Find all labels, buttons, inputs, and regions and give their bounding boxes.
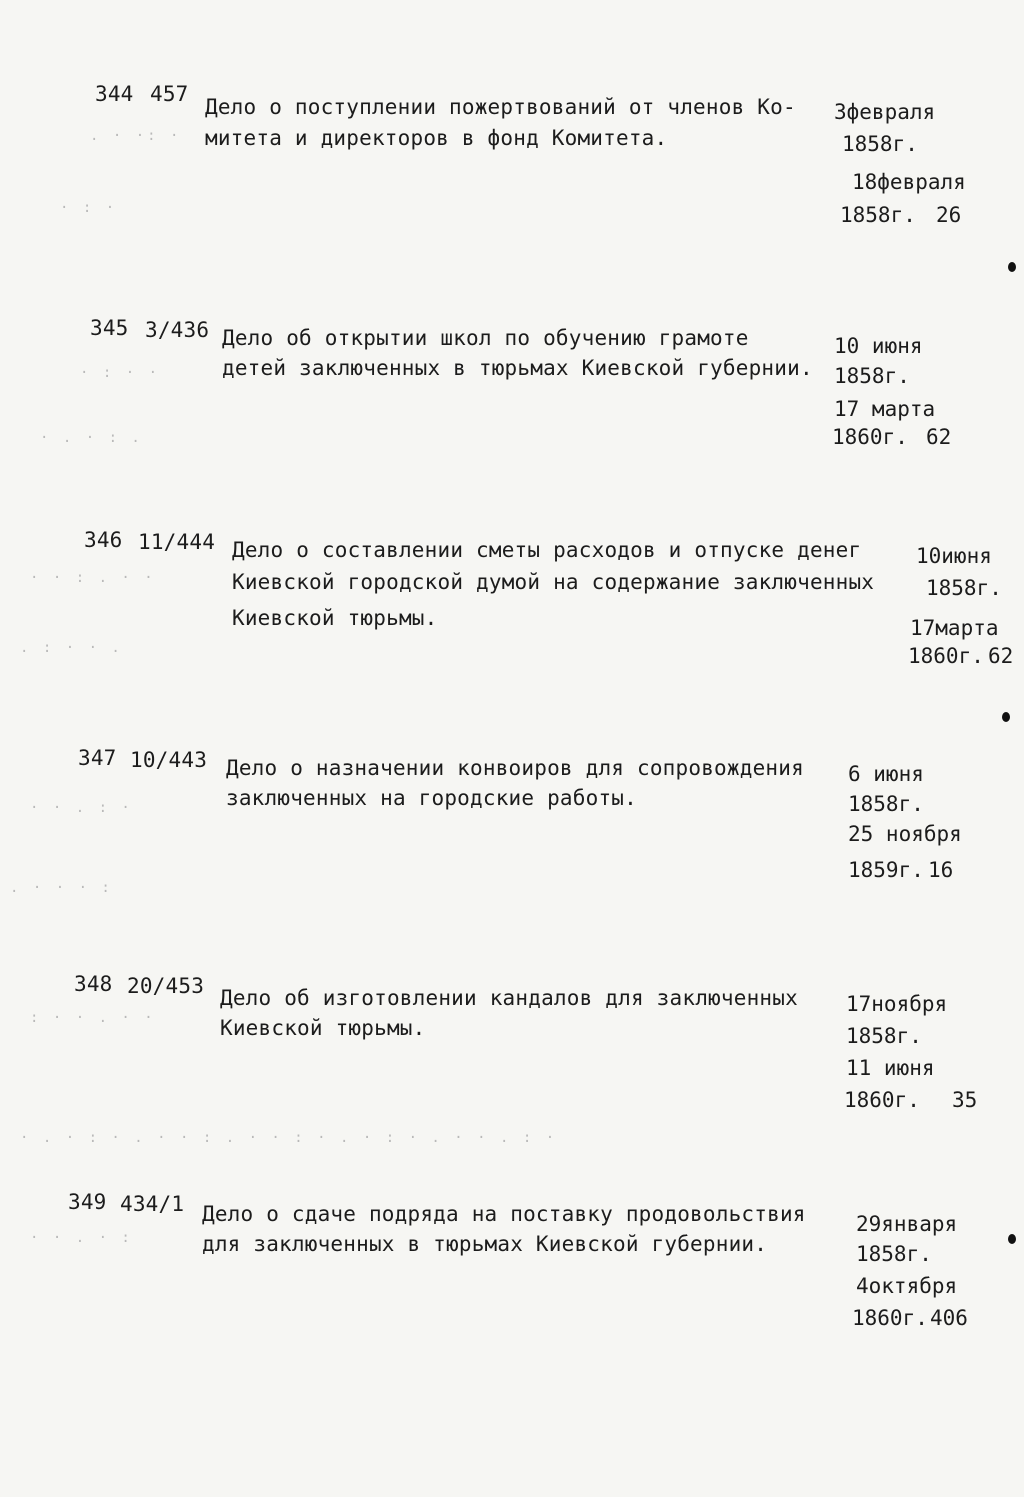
scan-noise: · · . · : [30, 1230, 133, 1246]
entry-number: 349 [68, 1190, 107, 1214]
sheet-count: 62 [926, 425, 952, 449]
date-start-day: 3февраля [834, 100, 936, 124]
entry-title-line: митета и директоров в фонд Комитета. [205, 126, 668, 150]
scan-noise: · · . : · [30, 800, 133, 816]
entry-title-line: Киевской тюрьмы. [220, 1016, 426, 1040]
date-end-year: 1860г. [844, 1088, 920, 1112]
date-start-year: 1858г. [856, 1242, 932, 1266]
entry-code: 3/436 [145, 318, 210, 342]
sheet-count: 26 [936, 203, 962, 227]
date-end-day: 17 марта [834, 397, 936, 421]
date-start-day: 29января [856, 1212, 958, 1236]
date-start-year: 1858г. [834, 364, 910, 388]
scan-noise: · . · : · . · · : . · · : · . · : · . · · . : · [20, 1130, 558, 1146]
sheet-count: 35 [952, 1088, 978, 1112]
date-end-year: 1858г. [840, 203, 916, 227]
date-end-day: 4октября [856, 1274, 958, 1298]
date-end-day: 25 ноября [848, 822, 962, 846]
entry-number: 345 [90, 316, 129, 340]
scan-noise: : · · . · · [30, 1010, 156, 1026]
date-end-year: 1860г. [852, 1306, 928, 1330]
date-start-day: 17ноября [846, 992, 948, 1016]
entry-title-line: Дело о назначении конвоиров для сопровождения [226, 756, 804, 780]
scan-noise: . · ·: · [90, 128, 182, 144]
entry-number: 348 [74, 972, 113, 996]
entry-number: 347 [78, 746, 117, 770]
entry-code: 10/443 [130, 748, 208, 772]
scan-noise: · . · : . [40, 430, 143, 446]
entry-title-line: Дело об изготовлении кандалов для заключенных [220, 986, 798, 1010]
entry-title-line: Киевской городской думой на содержание заключенных [232, 570, 875, 594]
entry-code: 434/1 [120, 1192, 185, 1216]
scan-noise: · : · [60, 200, 118, 216]
entry-code: 457 [150, 82, 189, 106]
entry-number: 344 [95, 82, 134, 106]
entry-title-line: Киевской тюрьмы. [232, 606, 438, 630]
date-end-year: 1860г. [832, 425, 908, 449]
entry-title-line: заключенных на городские работы. [226, 786, 637, 810]
entry-title-line: детей заключенных в тюрьмах Киевской губернии. [222, 356, 813, 380]
sheet-count: 62 [988, 644, 1014, 668]
entry-title-line: Дело о поступлении пожертвований от членов Ко- [205, 95, 796, 119]
date-end-day: 17марта [910, 616, 999, 640]
sheet-count: 406 [930, 1306, 968, 1330]
date-start-day: 6 июня [848, 762, 924, 786]
scan-noise: · · : . · · [30, 570, 156, 586]
date-start-year: 1858г. [926, 576, 1002, 600]
entry-title-line: для заключенных в тюрьмах Киевской губернии. [202, 1232, 768, 1256]
date-end-year: 1859г. [848, 858, 924, 882]
date-end-day: 18февраля [852, 170, 966, 194]
entry-code: 20/453 [127, 974, 205, 998]
entry-title-line: Дело о сдаче подряда на поставку продовольствия [202, 1202, 806, 1226]
date-start-year: 1858г. [842, 132, 918, 156]
punch-hole-mark [1002, 712, 1010, 722]
entry-title-line: Дело об открытии школ по обучению грамоте [222, 326, 749, 350]
scan-noise: . · · · : [10, 880, 113, 896]
date-end-day: 11 июня [846, 1056, 935, 1080]
scan-noise: · : · · [80, 365, 161, 381]
scan-noise: . : · · . [20, 640, 123, 656]
date-end-year: 1860г. [908, 644, 984, 668]
date-start-day: 10июня [916, 544, 992, 568]
sheet-count: 16 [928, 858, 954, 882]
date-start-day: 10 июня [834, 334, 923, 358]
entry-number: 346 [84, 528, 123, 552]
date-start-year: 1858г. [848, 792, 924, 816]
entry-code: 11/444 [138, 530, 216, 554]
date-start-year: 1858г. [846, 1024, 922, 1048]
entry-title-line: Дело о составлении сметы расходов и отпуске денег [232, 538, 862, 562]
punch-hole-mark [1008, 1234, 1016, 1244]
punch-hole-mark [1008, 262, 1016, 272]
